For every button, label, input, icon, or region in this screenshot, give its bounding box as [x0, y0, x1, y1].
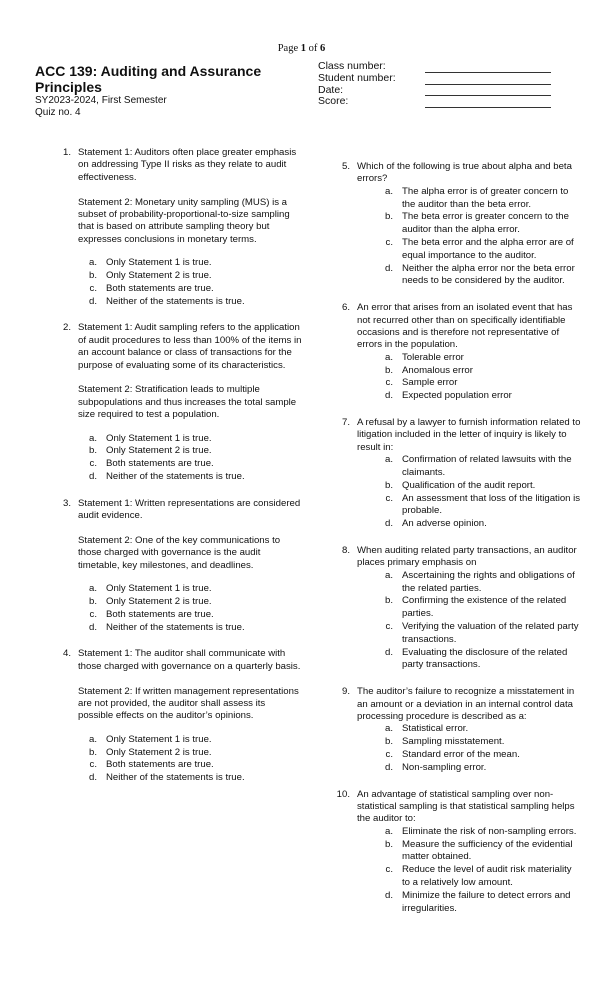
field-label: Student number:: [318, 71, 396, 84]
option-letter: a.: [88, 733, 97, 745]
option-letter: a.: [384, 569, 393, 581]
answer-option[interactable]: [78, 458, 303, 471]
option-text: Anomalous error: [402, 364, 473, 376]
option-letter: c.: [89, 458, 97, 470]
course-title: ACC 139: Auditing and Assurance Principles: [35, 63, 262, 95]
option-letter: b.: [384, 364, 393, 376]
option-letter: c.: [385, 237, 393, 248]
option-letter: a.: [384, 723, 393, 735]
option-letter: c.: [385, 749, 393, 760]
blank-line[interactable]: [425, 63, 551, 73]
answer-option[interactable]: [374, 377, 582, 390]
option-text: Sample error: [402, 377, 458, 389]
option-text: Only Statement 1 is true.: [106, 733, 212, 745]
field-label: Class number:: [318, 60, 386, 72]
answer-options: [78, 734, 303, 785]
option-letter: c.: [385, 621, 393, 632]
option-text: Only Statement 2 is true.: [106, 445, 212, 457]
answer-option[interactable]: [374, 890, 582, 916]
answer-option[interactable]: [78, 257, 303, 270]
option-text: Minimize the failure to detect errors and irregularities.: [402, 889, 571, 914]
answer-option[interactable]: [374, 762, 582, 775]
answer-option[interactable]: [374, 621, 582, 647]
option-letter: d.: [88, 621, 97, 633]
option-letter: d.: [384, 518, 393, 530]
question-text: The auditor’s failure to recognize a misstatement in an amount or a deviation in an internal control data processing procedure is described as a:: [357, 686, 575, 722]
question-text: Which of the following is true about alpha and beta errors?: [357, 161, 572, 185]
answer-option[interactable]: [374, 454, 582, 480]
option-text: Measure the sufficiency of the evidential matter obtained.: [402, 838, 573, 863]
option-letter: b.: [384, 211, 393, 223]
quiz-number: Quiz no. 4: [35, 107, 81, 118]
answer-options: [374, 352, 582, 403]
option-text: Sampling misstatement.: [402, 736, 505, 748]
answer-option[interactable]: [78, 433, 303, 446]
option-text: Only Statement 2 is true.: [106, 746, 212, 758]
option-letter: a.: [88, 432, 97, 444]
question-number: 4.: [62, 648, 71, 660]
answer-option[interactable]: [374, 211, 582, 237]
option-text: Both statements are true.: [106, 759, 214, 771]
option-text: Neither the alpha error nor the beta error needs to be considered by the auditor.: [402, 262, 575, 287]
date-field[interactable]: [318, 85, 551, 97]
question-text: An advantage of statistical sampling over non-statistical sampling is that statistical sampling helps the auditor to:: [357, 788, 575, 825]
question-7: [332, 417, 582, 531]
option-letter: a.: [384, 185, 393, 197]
score-field[interactable]: [318, 96, 551, 108]
answer-options: [78, 257, 303, 308]
option-letter: d.: [384, 761, 393, 773]
option-letter: c.: [89, 608, 97, 620]
option-text: The alpha error is of greater concern to the auditor than the beta error.: [402, 185, 569, 210]
question-5: [332, 161, 582, 288]
question-8: [332, 545, 582, 672]
question-number: 1.: [62, 147, 71, 158]
question-number: 5.: [341, 161, 350, 172]
option-letter: a.: [88, 257, 97, 269]
option-text: An assessment that loss of the litigation is probable.: [402, 492, 581, 517]
option-text: Non-sampling error.: [402, 761, 487, 773]
option-letter: b.: [384, 736, 393, 748]
option-letter: b.: [88, 746, 97, 758]
term: SY2023-2024, First Semester: [35, 95, 167, 106]
option-letter: c.: [89, 759, 97, 771]
option-letter: b.: [88, 270, 97, 282]
answer-option[interactable]: [78, 596, 303, 609]
answer-option[interactable]: [374, 352, 582, 365]
option-letter: c.: [385, 492, 393, 504]
option-text: Ascertaining the rights and obligations of the related parties.: [402, 569, 575, 594]
answer-option[interactable]: [78, 445, 303, 458]
option-letter: a.: [88, 583, 97, 595]
option-letter: d.: [384, 262, 393, 274]
option-text: Only Statement 1 is true.: [106, 583, 212, 595]
question-6: [332, 302, 582, 403]
answer-option[interactable]: [374, 736, 582, 749]
page-of: of: [308, 43, 318, 54]
answer-option[interactable]: [374, 480, 582, 493]
page-label: Page: [277, 43, 299, 54]
question-text: Statement 1: Audit sampling refers to the application of audit procedures to less than 100% of the items in an account balance or class of transactions for the purpose of evaluating some of its characteristics.: [78, 322, 302, 371]
question-text: Statement 2: If written management representations are not provided, the auditor shall assess its possible effects on the auditor’s opinions.: [78, 685, 299, 722]
option-text: Statistical error.: [402, 723, 469, 735]
answer-option[interactable]: [78, 734, 303, 747]
option-text: Verifying the valuation of the related party transactions.: [402, 621, 579, 645]
option-letter: b.: [88, 445, 97, 457]
option-text: Neither of the statements is true.: [106, 621, 245, 633]
question-number: 10.: [336, 788, 350, 800]
option-letter: a.: [384, 454, 393, 466]
answer-option[interactable]: [78, 772, 303, 785]
option-text: Only Statement 2 is true.: [106, 270, 212, 282]
question-number: 8.: [341, 545, 350, 556]
answer-option[interactable]: [78, 759, 303, 772]
question-text: Statement 1: Written representations are considered audit evidence.: [78, 497, 301, 522]
question-text: An error that arises from an isolated event that has not recurred other than on specifically identifiable occasions and is therefore not representative of errors in the population.: [357, 302, 573, 351]
option-text: Neither of the statements is true.: [106, 295, 245, 307]
option-letter: b.: [384, 479, 393, 491]
answer-options: [374, 826, 582, 916]
option-text: The beta error and the alpha error are of equal importance to the auditor.: [402, 237, 574, 261]
answer-option[interactable]: [374, 570, 582, 596]
answer-option[interactable]: [374, 365, 582, 378]
option-letter: b.: [384, 838, 393, 850]
answer-option[interactable]: [78, 622, 303, 635]
option-letter: b.: [88, 596, 97, 608]
option-letter: b.: [384, 595, 393, 607]
option-letter: d.: [384, 390, 393, 402]
question-number: 9.: [341, 686, 350, 698]
answer-option[interactable]: [374, 595, 582, 621]
questions-left-column: [53, 147, 303, 799]
blank-line[interactable]: [425, 75, 551, 85]
question-text: Statement 2: One of the key communications to those charged with governance is the audit timetable, key milestones, and deadlines.: [78, 535, 281, 571]
option-letter: c.: [385, 864, 393, 876]
option-letter: a.: [384, 351, 393, 363]
question-number: 7.: [341, 417, 350, 428]
answer-option[interactable]: [374, 186, 582, 212]
answer-option[interactable]: [374, 723, 582, 736]
answer-option[interactable]: [374, 263, 582, 289]
option-text: Standard error of the mean.: [402, 749, 520, 760]
answer-options: [374, 723, 582, 774]
option-text: Confirming the existence of the related parties.: [402, 595, 567, 620]
answer-option[interactable]: [374, 390, 582, 403]
page-current: 1: [300, 43, 307, 54]
question-3: [53, 498, 303, 635]
answer-option[interactable]: [78, 609, 303, 622]
answer-options: [374, 570, 582, 672]
blank-line[interactable]: [425, 98, 551, 108]
answer-option[interactable]: [78, 270, 303, 283]
option-text: Neither of the statements is true.: [106, 772, 245, 784]
answer-option[interactable]: [374, 839, 582, 865]
question-4: [53, 648, 303, 785]
answer-option[interactable]: [78, 296, 303, 309]
option-letter: d.: [88, 471, 97, 483]
option-text: Only Statement 1 is true.: [106, 432, 212, 444]
question-10: [332, 789, 582, 916]
page-total: 6: [320, 43, 326, 54]
student-info-fields: [318, 61, 551, 108]
answer-option[interactable]: [78, 471, 303, 484]
student-number-field[interactable]: [318, 73, 551, 85]
question-text: Statement 2: Stratification leads to multiple subpopulations and thus increases the total sample size required to test a population.: [78, 384, 297, 421]
question-9: [332, 686, 582, 774]
option-letter: d.: [384, 646, 393, 658]
option-text: Evaluating the disclosure of the related party transactions.: [402, 646, 568, 671]
question-text: Statement 1: The auditor shall communicate with those charged with governance on a quarterly basis.: [78, 648, 301, 672]
questions-right-column: [332, 161, 582, 929]
option-text: Only Statement 1 is true.: [106, 257, 212, 269]
option-text: Both statements are true.: [106, 282, 214, 294]
option-text: The beta error is greater concern to the auditor than the alpha error.: [402, 211, 569, 236]
answer-option[interactable]: [374, 749, 582, 762]
question-2: [53, 322, 303, 483]
option-text: Reduce the level of audit risk materiality to a relatively low amount.: [402, 864, 572, 888]
option-letter: d.: [88, 295, 97, 307]
answer-option[interactable]: [78, 583, 303, 596]
option-text: Both statements are true.: [106, 458, 214, 470]
question-number: 6.: [341, 302, 350, 314]
answer-option[interactable]: [374, 647, 582, 673]
blank-line[interactable]: [425, 86, 551, 96]
answer-options: [78, 433, 303, 484]
option-letter: c.: [89, 282, 97, 294]
field-label: Date:: [318, 83, 344, 96]
answer-option[interactable]: [374, 493, 582, 519]
option-text: Tolerable error: [402, 351, 464, 363]
question-text: A refusal by a lawyer to furnish information related to litigation included in the letter of inquiry is likely to result in:: [357, 417, 581, 453]
answer-option[interactable]: [374, 864, 582, 890]
option-letter: d.: [384, 889, 393, 901]
answer-option[interactable]: [374, 826, 582, 839]
question-1: [53, 147, 303, 308]
answer-option[interactable]: [374, 237, 582, 263]
option-letter: a.: [384, 825, 393, 837]
course-header: [35, 64, 295, 119]
answer-options: [374, 186, 582, 288]
question-number: 2.: [62, 322, 71, 334]
option-text: Only Statement 2 is true.: [106, 596, 212, 608]
answer-options: [374, 454, 582, 531]
option-letter: d.: [88, 772, 97, 784]
question-text: When auditing related party transactions, an auditor places primary emphasis on: [357, 545, 577, 569]
option-text: Eliminate the risk of non-sampling errors.: [402, 825, 577, 837]
answer-option[interactable]: [78, 747, 303, 760]
answer-option[interactable]: [78, 283, 303, 296]
option-text: An adverse opinion.: [402, 518, 487, 530]
answer-option[interactable]: [374, 518, 582, 531]
option-letter: c.: [385, 377, 393, 389]
option-text: Expected population error: [402, 390, 512, 402]
option-text: Neither of the statements is true.: [106, 471, 245, 483]
option-text: Confirmation of related lawsuits with the claimants.: [402, 454, 572, 479]
question-number: 3.: [62, 497, 71, 509]
page-number: [0, 43, 603, 55]
field-label: Score:: [318, 95, 349, 108]
option-text: Both statements are true.: [106, 608, 214, 620]
question-text: Statement 1: Auditors often place greater emphasis on addressing Type II risks as they relate to audit effectiveness.: [78, 147, 297, 183]
option-text: Qualification of the audit report.: [402, 479, 536, 491]
question-text: Statement 2: Monetary unity sampling (MUS) is a subset of probability-proportional-to-size sampling that is based on attribute sampling theory but expresses conclusions in monetary terms.: [78, 196, 290, 245]
answer-options: [78, 583, 303, 634]
